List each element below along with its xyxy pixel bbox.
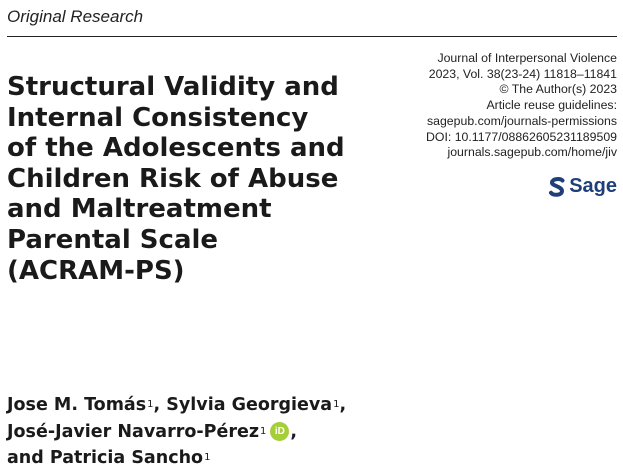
author-name: Sylvia Georgieva <box>166 395 333 415</box>
author-name: Patricia Sancho <box>49 448 204 468</box>
section-label: Original Research <box>7 7 144 26</box>
author-conjunction: and <box>7 448 44 468</box>
author-name: Jose M. Tomás <box>7 395 147 415</box>
author-list <box>7 392 346 472</box>
permissions-link[interactable]: sagepub.com/journals-permissions <box>426 113 617 128</box>
author-separator: , <box>153 395 167 415</box>
title-line: and Maltreatment <box>7 194 272 225</box>
reuse-guidelines-label: Article reuse guidelines: <box>486 98 617 113</box>
title-line: of the Adolescents and <box>7 133 345 164</box>
journal-volume: 2023, Vol. 38(23-24) 11818–11841 <box>428 66 617 81</box>
author-name: José-Javier Navarro-Pérez <box>7 421 259 442</box>
title-line: Children Risk of Abuse <box>7 163 339 194</box>
article-title <box>7 72 397 286</box>
author-line: Jose M. Tomás 1 , Sylvia Georgieva 1 , <box>7 392 346 419</box>
title-line: Structural Validity and <box>7 72 339 102</box>
author-separator: , <box>339 395 347 415</box>
journal-name: Journal of Interpersonal Violence <box>437 51 617 65</box>
orcid-icon[interactable]: iD <box>270 422 289 441</box>
journal-homepage-link[interactable]: journals.sagepub.com/home/jiv <box>447 145 617 160</box>
title-line: Internal Consistency <box>7 102 309 133</box>
header-rule <box>7 36 617 37</box>
author-line: and Patricia Sancho 1 <box>7 445 346 472</box>
sage-logo-icon <box>548 176 566 198</box>
author-separator: , <box>290 421 298 442</box>
publisher-logo <box>548 175 617 198</box>
author-line: José-Javier Navarro-Pérez 1 iD , <box>7 419 346 446</box>
doi-link[interactable]: DOI: 10.1177/08862605231189509 <box>426 129 617 144</box>
journal-metadata <box>426 51 617 161</box>
title-line: Parental Scale <box>7 224 219 255</box>
title-line: (ACRAM-PS) <box>7 255 185 286</box>
copyright-notice: © The Author(s) 2023 <box>499 82 617 97</box>
publisher-name: Sage <box>569 175 617 197</box>
